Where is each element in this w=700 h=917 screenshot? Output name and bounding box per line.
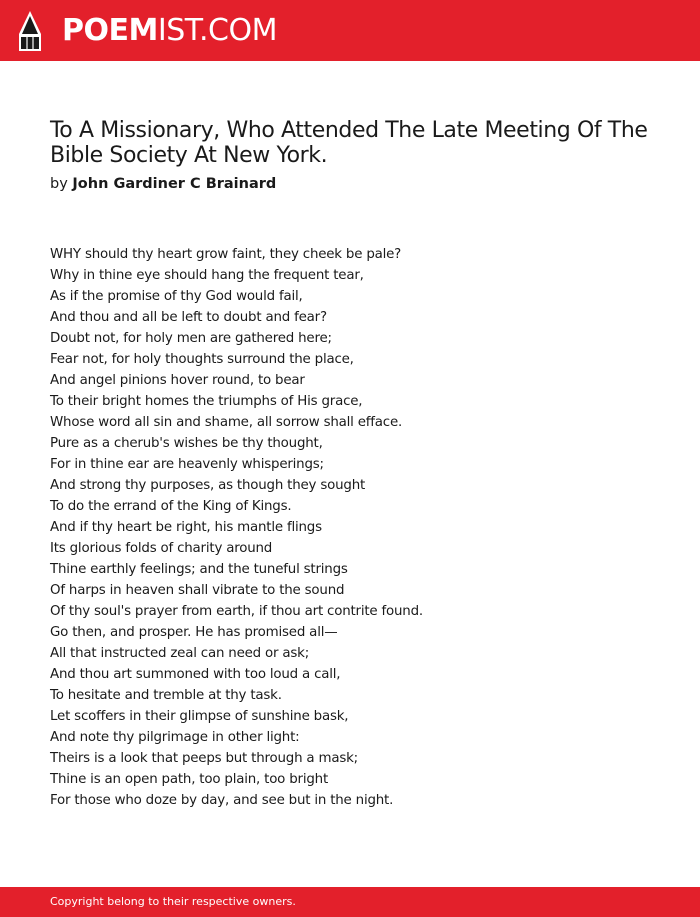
poem-line: Let scoffers in their glimpse of sunshine bask, bbox=[50, 709, 349, 724]
pen-nib-icon bbox=[17, 10, 43, 52]
poem-line: To do the errand of the King of Kings. bbox=[50, 499, 292, 514]
poem-line: Doubt not, for holy men are gathered here; bbox=[50, 331, 332, 346]
poem-line: Theirs is a look that peeps but through a mask; bbox=[50, 751, 358, 766]
poem-line: And strong thy purposes, as though they sought bbox=[50, 478, 366, 493]
poem-line: All that instructed zeal can need or ask; bbox=[50, 646, 310, 661]
poem-line: Its glorious folds of charity around bbox=[50, 541, 273, 556]
poem-line: To hesitate and tremble at thy task. bbox=[50, 688, 282, 703]
site-logo[interactable] bbox=[62, 11, 277, 51]
poem-byline bbox=[50, 174, 276, 194]
poem-author: John Gardiner C Brainard bbox=[72, 176, 277, 192]
logo-bold-text: POEM bbox=[62, 13, 158, 48]
by-label: by bbox=[50, 176, 68, 192]
poem-body bbox=[50, 244, 650, 811]
copyright-text: Copyright belong to their respective owners. bbox=[50, 895, 296, 908]
poem-line: And note thy pilgrimage in other light: bbox=[50, 730, 300, 745]
poem-line: Of thy soul's prayer from earth, if thou art contrite found. bbox=[50, 604, 423, 619]
poem-line: And thou and all be left to doubt and fear? bbox=[50, 310, 327, 325]
poem-line: Of harps in heaven shall vibrate to the sound bbox=[50, 583, 345, 598]
poem-line: And angel pinions hover round, to bear bbox=[50, 373, 305, 388]
poem-line: Whose word all sin and shame, all sorrow shall efface. bbox=[50, 415, 403, 430]
poem-line: And thou art summoned with too loud a call, bbox=[50, 667, 341, 682]
poem-line: Why in thine eye should hang the frequent tear, bbox=[50, 268, 364, 283]
poem-line: And if thy heart be right, his mantle flings bbox=[50, 520, 322, 535]
poem-line: To their bright homes the triumphs of His grace, bbox=[50, 394, 363, 409]
poem-line: Pure as a cherub's wishes be thy thought, bbox=[50, 436, 323, 451]
site-footer bbox=[0, 887, 700, 917]
poem-line: For in thine ear are heavenly whisperings; bbox=[50, 457, 324, 472]
poem-title: To A Missionary, Who Attended The Late Meeting Of The Bible Society At New York. bbox=[50, 118, 648, 168]
poem-line: Thine is an open path, too plain, too bright bbox=[50, 772, 328, 787]
site-header bbox=[0, 0, 700, 61]
poem-line: As if the promise of thy God would fail, bbox=[50, 289, 303, 304]
poem-line: WHY should thy heart grow faint, they cheek be pale? bbox=[50, 247, 402, 262]
logo-light-text: IST.COM bbox=[157, 13, 277, 48]
poem-line: Fear not, for holy thoughts surround the place, bbox=[50, 352, 354, 367]
poem-line: Go then, and prosper. He has promised all— bbox=[50, 625, 338, 640]
poem-line: For those who doze by day, and see but in the night. bbox=[50, 793, 394, 808]
poem-line: Thine earthly feelings; and the tuneful strings bbox=[50, 562, 348, 577]
